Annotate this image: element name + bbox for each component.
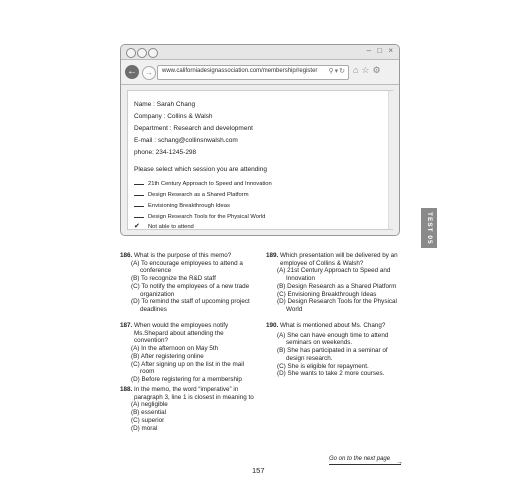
company-field: Company : Collins & Walsh — [134, 113, 213, 120]
answer-choice[interactable]: (C) She is eligible for repayment. — [277, 362, 369, 370]
blank-checkbox[interactable] — [134, 179, 144, 185]
minimize-dot-icon[interactable] — [137, 48, 147, 58]
session-option[interactable]: ✔ Not able to attend — [134, 223, 194, 230]
answer-choice[interactable]: (A) negligible — [131, 401, 168, 409]
scrollbar[interactable] — [388, 91, 393, 229]
question-187: 187. When would the employees notify Ms.Shepard about attending the convention? (A) In the afternoon on May 5th (B) After registering online (C) After signing up on the list in the mail room (D) Before registering for a membership — [120, 322, 255, 384]
answer-choice[interactable]: (A) In the afternoon on May 5th — [131, 345, 219, 353]
name-field: Name : Sarah Chang — [134, 101, 196, 108]
answer-choice[interactable]: (A) She can have enough time to attend seminars on weekends. — [277, 331, 389, 347]
blank-checkbox[interactable] — [134, 190, 144, 196]
answer-choice[interactable]: (D) To remind the staff of upcoming project deadlines — [131, 298, 250, 313]
department-field: Department : Research and development — [134, 125, 253, 132]
checkmark-icon[interactable]: ✔ — [134, 223, 140, 230]
browser-window — [120, 44, 400, 236]
blank-checkbox[interactable] — [134, 201, 144, 207]
page-number: 157 — [252, 466, 265, 475]
answer-choice[interactable]: (B) Design Research as a Shared Platform — [277, 282, 397, 290]
right-arrow-icon[interactable]: → — [396, 459, 403, 466]
answer-choice[interactable]: (A) To encourage employees to attend a conference — [131, 259, 243, 275]
answer-choice[interactable]: (B) After registering online — [131, 352, 204, 360]
next-page-underline — [329, 464, 401, 465]
forward-arrow-icon[interactable]: → — [142, 66, 156, 80]
test-tab: TEST 05 — [421, 208, 437, 248]
search-refresh-icon[interactable]: ⚲▾↻ — [328, 68, 346, 75]
answer-choice[interactable]: (C) superior — [131, 416, 165, 424]
session-option[interactable]: Design Research as a Shared Platform — [134, 190, 249, 198]
answer-choice[interactable]: (B) essential — [131, 409, 166, 417]
answer-choice[interactable]: (D) moral — [131, 424, 158, 432]
email-field: E-mail : schang@collinsnwalsh.com — [134, 137, 238, 144]
url-text: www.californiadesignassociation.com/membership/register — [162, 68, 318, 74]
answer-choice[interactable]: (C) After signing up on the list in the mail room — [131, 360, 245, 376]
question-188: 188. In the memo, the word “imperative” in paragraph 3, line 1 is closest in meaning to (A) negligible (B) essential (C) superior (D) moral — [120, 386, 254, 432]
question-190: 190. What is mentioned about Ms. Chang? (A) She can have enough time to attend seminars on weekends. (B) She has participated in a seminar of design research. (C) She is eligible for repayment. (D) She wants to take 2 more courses. — [266, 322, 401, 378]
session-option[interactable]: 21th Century Approach to Speed and Innovation — [134, 179, 272, 187]
answer-choice[interactable]: (D) She wants to take 2 more courses. — [277, 370, 385, 378]
back-arrow-icon[interactable]: ← — [127, 66, 137, 77]
session-prompt: Please select which session you are attending — [134, 166, 267, 173]
home-star-gear-icon[interactable]: ⌂☆⚙ — [353, 65, 384, 75]
title-bar — [121, 45, 399, 60]
phone-field: phone: 234-1245-298 — [134, 149, 197, 156]
page-content — [127, 90, 393, 230]
question-189: 189. Which presentation will be delivered by an employee of Collins & Walsh? (A) 21st Century Approach to Speed and Innovation (B) Design Research as a Shared Platform (C) Envisioning Breakthrough Ideas (D) Design Research Tools for the Physical World — [266, 252, 401, 314]
address-bar[interactable] — [157, 65, 349, 80]
next-page-link[interactable]: Go on to the next page — [329, 456, 391, 462]
maximize-dot-icon[interactable] — [148, 48, 158, 58]
close-dot-icon[interactable] — [126, 48, 136, 58]
answer-choice[interactable]: (B) To recognize the R&D staff — [131, 275, 216, 283]
blank-checkbox[interactable] — [134, 212, 144, 218]
question-186: 186. What is the purpose of this memo? (A) To encourage employees to attend a conference (B) To recognize the R&D staff (C) To notify the employees of a new trade organization (D) To remind the staff of upcoming project deadlines — [120, 252, 255, 314]
answer-choice[interactable]: (C) To notify the employees of a new trade organization — [131, 282, 250, 298]
answer-choice[interactable]: (A) 21st Century Approach to Speed and Innovation — [277, 267, 391, 283]
answer-choice[interactable]: (C) Envisioning Breakthrough Ideas — [277, 290, 377, 298]
session-option[interactable]: Design Research Tools for the Physical World — [134, 212, 265, 220]
window-controls-icon[interactable]: – □ × — [366, 46, 395, 55]
answer-choice[interactable]: (B) She has participated in a seminar of design research. — [277, 347, 388, 362]
browser-toolbar — [121, 60, 399, 85]
answer-choice[interactable]: (D) Design Research Tools for the Physical World — [277, 298, 397, 313]
session-option[interactable]: Envisioning Breakthrough Ideas — [134, 201, 230, 209]
answer-choice[interactable]: (D) Before registering for a membership — [131, 375, 242, 383]
